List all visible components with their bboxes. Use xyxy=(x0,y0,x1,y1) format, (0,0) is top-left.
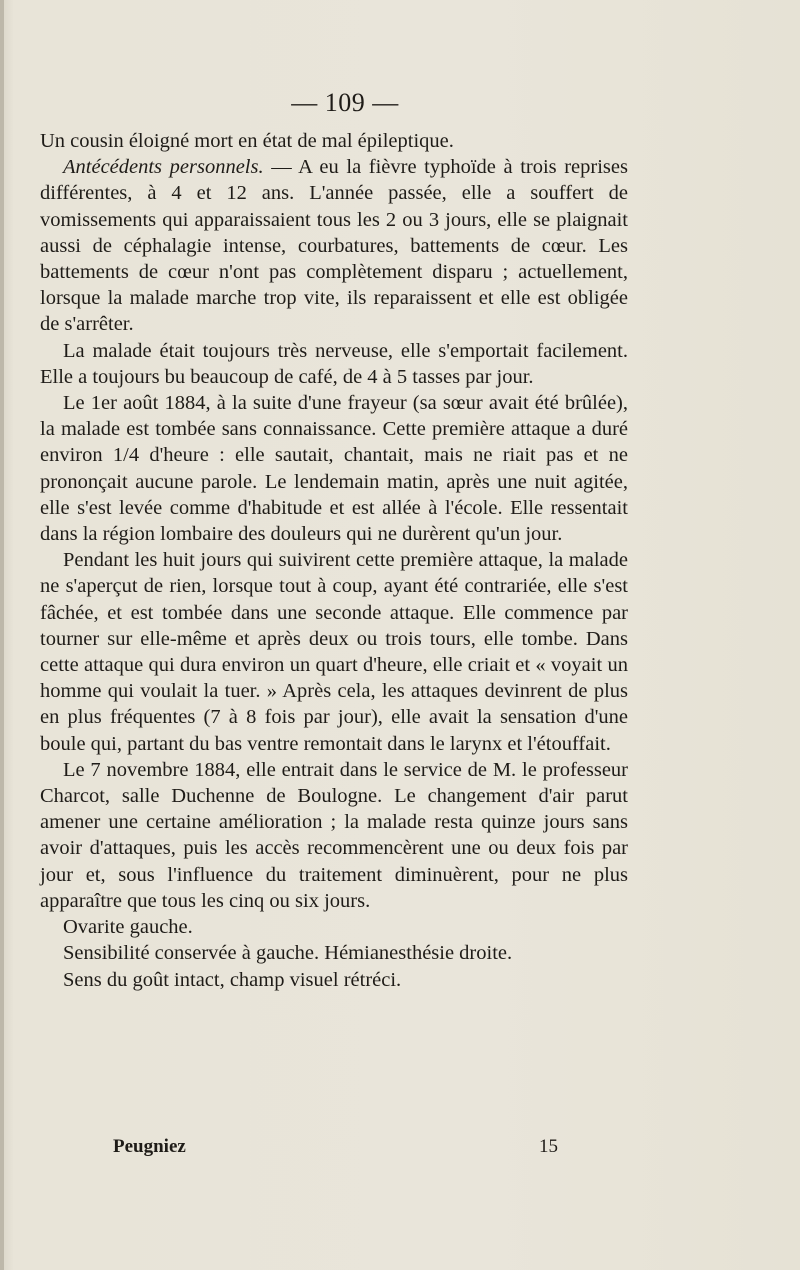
page-left-edge xyxy=(0,0,4,1270)
paragraph-6-text: Le 7 novembre 1884, elle entrait dans le service de M. le professeur Charcot, salle Duchenne de Boulogne. Le changement d'air parut amener une certaine amélioration ; la malade resta quinze jours sans avoir d'attaques, puis les accès recommencèrent une ou deux fois par jour et, sous l'influence du traitement diminuèrent, pour ne plus apparaître que tous les cinq ou six jours. xyxy=(40,758,628,912)
footer-author: Peugniez xyxy=(113,1136,186,1157)
page-footer xyxy=(113,1136,558,1162)
paragraph-4 xyxy=(40,390,628,547)
paragraph-2-lead: Antécédents personnels. xyxy=(63,156,264,179)
paragraph-1-text: Un cousin éloigné mort en état de mal épileptique. xyxy=(40,130,454,152)
paragraph-3 xyxy=(40,338,628,390)
body-text xyxy=(40,128,628,993)
paragraph-8-text: Sensibilité conservée à gauche. Hémianesthésie droite. xyxy=(63,942,513,965)
paragraph-5-text: Pendant les huit jours qui suivirent cette première attaque, la malade ne s'aperçut de rien, lorsque tout à coup, ayant été contrariée, elle s'est fâchée, et est tombée dans une seconde attaque. Elle commence par tourner sur elle-même et après deux ou trois tours, elle tombe. Dans cette attaque qui dura environ un quart d'heure, elle criait et « voyait un homme qui voulait la tuer. » Après cela, les attaques devinrent de plus en plus fréquentes (7 à 8 fois par jour), elle avait la sensation d'une boule qui, partant du bas ventre remontait dans le larynx et l'étouffait. xyxy=(40,549,628,755)
paragraph-8 xyxy=(40,940,628,966)
paragraph-5 xyxy=(40,547,628,757)
paragraph-6 xyxy=(40,757,628,914)
paragraph-7 xyxy=(40,914,628,940)
paragraph-1 xyxy=(40,128,628,154)
paragraph-9-text: Sens du goût intact, champ visuel rétréci. xyxy=(63,968,402,991)
paragraph-3-text: La malade était toujours très nerveuse, elle s'emportait facilement. Elle a toujours bu beaucoup de café, de 4 à 5 tasses par jour. xyxy=(40,339,628,388)
paragraph-7-text: Ovarite gauche. xyxy=(63,916,193,939)
footer-signature-number: 15 xyxy=(539,1136,558,1157)
paragraph-4-text: Le 1er août 1884, à la suite d'une frayeur (sa sœur avait été brûlée), la malade est tombée sans connaissance. Cette première attaque a duré environ 1/4 d'heure : elle sautait, chantait, mais ne riait pas et ne prononçait aucune parole. Le lendemain matin, après une nuit agitée, elle s'est levée comme d'habitude et est allée à l'école. Elle ressentait dans la région lombaire des douleurs qui ne durèrent qu'un jour. xyxy=(40,392,628,546)
paragraph-2 xyxy=(40,154,628,337)
paragraph-9 xyxy=(40,967,628,993)
paragraph-2-text: — A eu la fièvre typhoïde à trois reprises différentes, à 4 et 12 ans. L'année passée, elle a souffert de vomissements qui apparaissaient tous les 2 ou 3 jours, elle se plaignait aussi de céphalagie intense, courbatures, battements de cœur. Les battements de cœur n'ont pas complètement disparu ; actuellement, lorsque la malade marche trop vite, ils reparaissent et elle est obligée de s'arrêter. xyxy=(40,156,628,336)
page-number: — 109 — xyxy=(291,88,399,117)
